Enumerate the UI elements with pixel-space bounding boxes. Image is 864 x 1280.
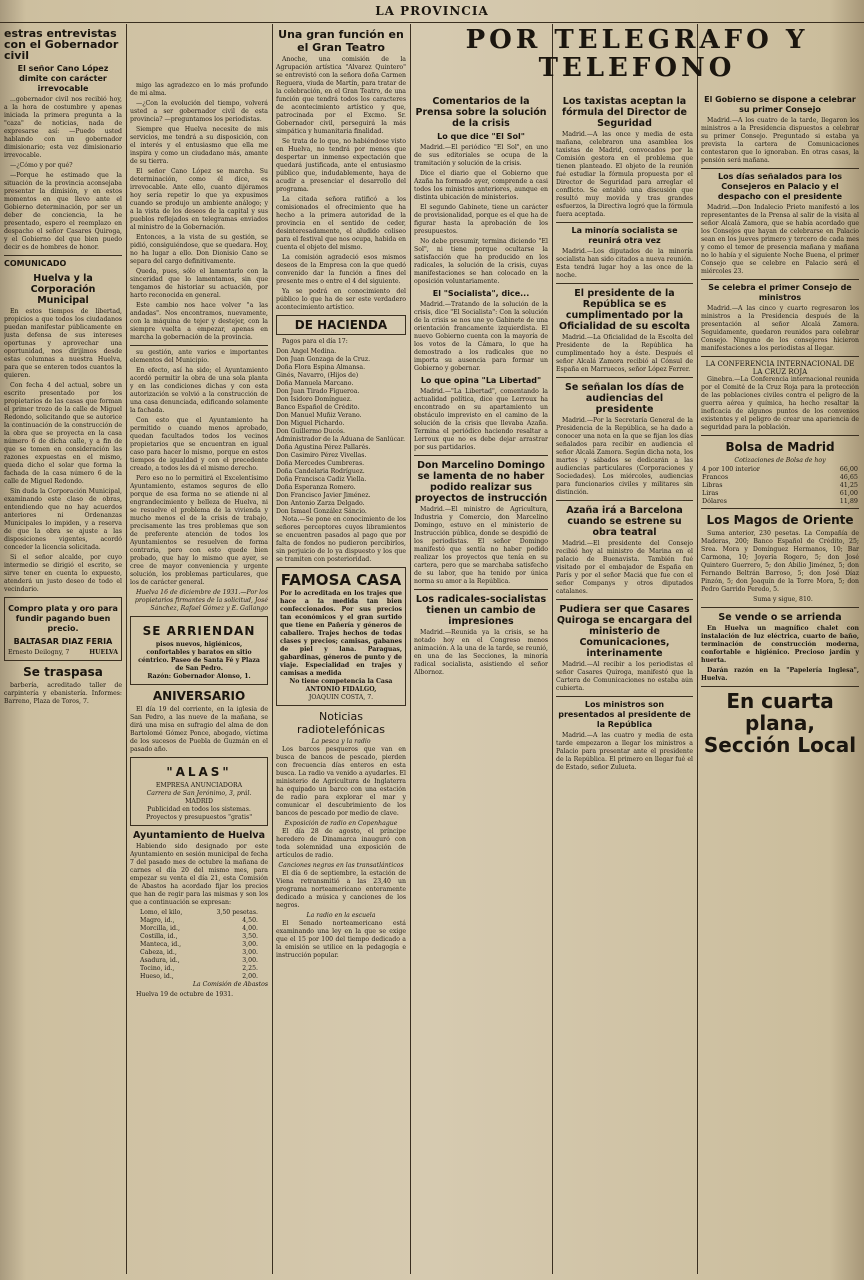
price-item: Cabeza, id., [140, 949, 177, 956]
hacienda-list-item: Doña Flora Espina Almansa. [276, 364, 366, 371]
price-item: Tocino, id., [140, 965, 175, 972]
paragraph: Madrid.—Los diputados de la minoría socialista han sido citados a nueva reunión. Esta tendrá lugar hoy a las once de la noche. [556, 248, 693, 279]
hacienda-list-item: Don Juan Gonzaga de la Cruz. [276, 356, 371, 363]
aniversario-body: El día 19 del corriente, en la iglesia de San Pedro, a las nueve de la mañana, se dirá una misa en sufragio del alma de don Bartolomé Gómez Ponce, abogado, víctima de los sucesos de Puebla de Guzmán en el pasado año. [130, 706, 268, 753]
ad-famosa-body: Por lo acreditada en los trajes que hace a la medida tan bien confeccionados. Por sus precios tan económicos y el gran surtido que tiene en Pañería y géneros de caballero. Trajes hechos de todas clases y precios; camisas, gabanes de piel y lana. Paraguas, gabardinas, géneros de punto y de viaje. Especialidad en trajes y camisas a medida [280, 590, 402, 677]
price-item: Hueso, id., [140, 973, 174, 980]
ad-compro-plata [4, 597, 122, 661]
paragraph: Madrid.—Don Indalecio Prieto manifestó a los representantes de la Prensa al salir de la visita al señor Alcalá Zamora, que se había acordado que los Consejos que hayan de celebrarse en Palacio sean en los jueves primero y tercero de cada mes y como el temor de presencia mañana y mañana no lo había y el siguiente Noche Buena, el primer Consejo que se celebre en Palacio será el miércoles 23. [701, 204, 859, 275]
magos-title: Los Magos de Oriente [706, 513, 854, 527]
radio-subhead: Exposición de radio en Copenhague [284, 820, 398, 827]
price-value: 4,50. [242, 917, 258, 924]
paragraph: Madrid.—Tratando de la solución de la crisis, dice "El Socialista": Con la solución de la crisis se nos une yo Gabinete de una orientación francamente izquierdista. El nuevo Gobierno cuenta con la mayoría de los votos de la Cámara, lo que ha demostrado a los radicales que no importa su ausencia para formar un Gobierno y gobernar. [414, 301, 548, 372]
headline-audiencias: Se señalan los días de audiencias del presidente [564, 382, 685, 415]
headline-dias-consejeros: Los días señalados para los Consejeros en Palacio y el despacho con el presidente [717, 172, 843, 201]
hacienda-list-item: Don Guillermo Ducós. [276, 428, 345, 435]
headline-celebra-consejo: Se celebra el primer Consejo de ministros [708, 283, 852, 302]
paragraph: En efecto, así ha sido; el Ayuntamiento acordó permitir la obra de una sola planta y en las condiciones dichas y con esta autorización se volvió a la construcción de una casa denunciada, edificando solamente la fachada. [130, 367, 268, 414]
column-divider [552, 24, 553, 1274]
divider [556, 599, 693, 600]
ayuntamiento-body: Habiendo sido designado por este Ayuntamiento en sesión municipal de fecha 7 del pasado mes de octubre la mañana de carnes el día 20 del mismo mes, para empezar su venta el día 21, esta Comisión de Abastos ha acordado fijar los precios que han de regir para las mismas y son los que a continuación se expresan: [130, 843, 268, 906]
ad-alas-address: Carrera de San Jerónimo, 3, prál. [146, 790, 252, 797]
headline-casares-quiroga: Pudiera ser que Casares Quiroga se encargara del ministerio de Comunicaciones, interinamente [556, 604, 693, 659]
price-value: 3,00. [242, 949, 258, 956]
paragraph: El señor Cano López se marcha. Su determinación, como él dice, es irrevocable. Ante ello, cuanto dijéramos hoy sería repetir lo que ya expusimos cuando se produjo un ambiente análogo; y a la vista de los deseos de la capital y sus pueblos reflejados en telegramas enviados al ministro de la Gobernación. [130, 168, 268, 231]
column-divider [410, 24, 411, 1274]
paragraph: Siempre que Huelva necesite de mis servicios, me tendrá a su disposición, con el interés y el entusiasmo que ella me inspira y como un ciudadano más, amante de su tierra. [130, 126, 268, 165]
ad-line: Compro plata y oro para fundir pagando buen precio. [8, 604, 118, 633]
price-row [130, 973, 268, 981]
bolsa-label: Libras [702, 481, 723, 489]
divider [4, 255, 122, 256]
headline-gran-funcion: Una gran función en el Gran Teatro [278, 28, 404, 54]
ad-alas-line: Proyectos y presupuestos "gratis" [145, 814, 253, 821]
radio-title: Noticias radiotelefónicas [296, 710, 386, 736]
divider [414, 589, 548, 590]
paragraph: Con esto que el Ayuntamiento ha permitido o cuando menos aprobado, quedan facultados todos los vecinos propietarios que se encuentran en igual caso para hacer lo mismo, porque en estos tiempos de igualdad y con el precedente creado, a todos les dá el mismo derecho. [130, 417, 268, 472]
paragraph: ...gobernador civil nos recibió hoy, a la hora de costumbre y apenas iniciada la primera pregunta a la "caza" de noticias, nada de expresarse así: —Puedo usted hablando con un gobernador dimisionario; esta vez dimisionario irrevocable. [4, 96, 122, 159]
ayuntamiento-date: Huelva 19 de octubre de 1931. [136, 991, 234, 998]
ad-alas-city: MADRID [185, 798, 213, 805]
divider [701, 607, 859, 608]
paragraph: Si el señor alcalde, por cuyo intermedio se dirigió el escrito, se sirve tener en cuenta lo expuesto, atenderá un justo deseo de todo el vecindario. [4, 554, 122, 593]
paragraph: El día 28 de agosto, el príncipe heredero de Dinamarca inauguró con toda solemnidad una exposición de artículos de radio. [276, 828, 406, 859]
hacienda-intro: Pagos para el día 17: [282, 338, 348, 345]
paragraph: Madrid.—Por la Secretaría General de la Presidencia de la República, se ha dado a conocer una nota en la que se fijan los días señalados para recibir en audiencia el señor Alcalá Zamora. Según dicha nota, los martes y sábados se dedicarán a las audiencias particulares (Corporaciones y Sociedades). Los miércoles, audiencias para funcionarios civiles y militares sin distinción. [556, 417, 693, 496]
paragraph: Los barcos pesqueros que van en busca de bancos de pescado, pierden con frecuencia días enteros en esta busca. La radio va venido a ayudarles. El ministerio de Agricultura de Inglaterra ha equipado un barco con una estación de radio para explorar el mar y comunicar el descubrimiento de los bancos de pescado por medio de clave. [276, 746, 406, 817]
headline-comentarios: Comentarios de la Prensa sobre la solución de la crisis [415, 96, 547, 129]
paragraph: El Senado norteamericano está examinando una ley en la que se exige que el 15 por 100 del tiempo dedicado a la emisión se utilice en la pedagogía e instrucción popular. [276, 920, 406, 959]
masthead: LA PROVINCIA [0, 0, 864, 23]
ad-alas [130, 757, 268, 826]
bolsa-label: 4 por 100 interior [702, 465, 760, 473]
hacienda-list-item: Don Casimiro Pérez Vivellas. [276, 452, 367, 459]
headline-primer-consejo: El Gobierno se dispone a celebrar su primer Consejo [704, 95, 856, 114]
ad-arriendan-contact: Razón: Gobernador Alonso, 1. [147, 673, 251, 680]
column-6 [701, 92, 859, 1276]
paragraph: Madrid.—El presidente del Consejo recibió hoy al ministro de Marina en el palacio de Buenavista. También fué visitado por el embajador de España en París y por el señor Maciá que fue con el señor Companys y otros diputados catalanes. [556, 540, 693, 595]
paragraph: Dice el diario que el Gobierno que Azaña ha formado ayer, comprende a casi todos los ministros anteriores, aunque en distinta ubicación de ministerios. [414, 170, 548, 201]
price-row [130, 957, 268, 965]
paragraph: Ya se podrá en conocimiento del público lo que ha de ser este verdadero acontecimiento artístico. [276, 288, 406, 311]
ad-alas-sub: EMPRESA ANUNCIADORA [155, 782, 243, 789]
column-divider [272, 24, 273, 1274]
paragraph: Madrid.—A las cuatro y media de esta tarde empezaron a llegar los ministros a Palacio para presentar ante el presidente de la República. El primero en llegar fué el de Estado, señor Zulueta. [556, 732, 693, 771]
price-row [130, 949, 268, 957]
hacienda-list-item: Ginés, Navarro, (Hijos de) [276, 372, 359, 379]
paragraph: La comisión agradeció esos mismos deseos de la Empresa con la que quedó convenido dar la función a fines del presente mes o entre el 4 del siguiente. [276, 254, 406, 285]
hacienda-nota: Nota.—Se pone en conocimiento de los señores perceptores cuyos libramientos se encuentren pasados al pago que por falta de fondos no pudieron percibirlos, sin perjuicio de lo ya dispuesto y los que se tramiten con posterioridad. [276, 516, 406, 563]
ad-famosa-casa [276, 567, 406, 706]
radio-subhead: Canciones negras en las transatlánticos [278, 862, 404, 869]
ad-traspasa-title: Se traspasa [23, 665, 103, 679]
divider [556, 222, 693, 223]
bolsa-row [701, 489, 859, 497]
paragraph: Queda, pues, sólo el lamentarlo con la sinceridad que lo lamentamos, sin que tengamos de historiar su actuación, por harto reconocida en general. [130, 268, 268, 299]
divider [556, 377, 693, 378]
bolsa-row [701, 473, 859, 481]
headline-presidente-escolta: El presidente de la República se es cumplimentado por la Oficialidad de su escolta [559, 288, 690, 332]
price-value: 4,00. [242, 925, 258, 932]
hacienda-list-item: Don Angel Medina. [276, 348, 337, 355]
price-row [130, 925, 268, 933]
paragraph: su gestión, ante varios e importantes elementos del Municipio. [130, 349, 268, 364]
hacienda-list-item: Doña Agustina Pérez Pallarés. [276, 444, 371, 451]
vende-body: En Huelva un magnífico chalet con instalación de luz eléctrica, cuarto de baño, terminación de construcción moderna, confortable e higiénico. Precioso jardín y huerta. [701, 625, 859, 664]
price-list [130, 909, 268, 981]
paragraph: —¿Cómo y por qué? [10, 162, 73, 169]
bolsa-row [701, 465, 859, 473]
column-3 [276, 24, 406, 1276]
column-1 [4, 24, 122, 1276]
ad-address: Ernesto Deilogny, 7 [8, 649, 70, 656]
hacienda-list-item: Doña Mercedes Cumbreras. [276, 460, 365, 467]
price-item: Asadura, id., [140, 957, 180, 964]
signature: Huelva 16 de diciembre de 1931.—Por los propietarios firmantes de la solicitud, José Sánchez, Rafael Gómez y E. Gallango [134, 589, 268, 612]
ad-arriendan-title: SE ARRIENDAN [142, 624, 256, 638]
paragraph: Madrid.—El ministro de Agricultura, Industria y Comercio, don Marcelino Domingo, estuvo en el ministerio de Instrucción pública, donde se despidió de los periodistas. El señor Domingo manifestó que sentía no haber podido realizar los proyectos que tenía en su cartera, pero que se marchaba satisfecho de su labor, que ha tenido por única norma su amor a la República. [414, 506, 548, 585]
column-2 [130, 24, 268, 1276]
ayuntamiento-title: Ayuntamiento de Huelva [133, 830, 265, 841]
paragraph: Madrid.—A los cuatro de la tarde, llegaron los ministros a la Presidencia dispuestos a celebrar su primer Consejo. Preguntado si estaba ya prevista la cartera de Comunicaciones contestaron que lo ignoraban. En otras casas, la pensión será mañana. [701, 117, 859, 164]
ad-alas-title: "ALAS" [166, 765, 232, 779]
paragraph: En estos tiempos de libertad, propicios a que todos los ciudadanos puedan manifestar públicamente en justa defensa de sus intereses oportunas y aprovechar una oportunidad, nos dirijimos desde estas columnas a nuestra Huelva, para que se enteren todos cuantos la quieren. [4, 308, 122, 379]
paragraph: Sin duda la Corporación Municipal, examinando este claso de obras, entendiendo que no hay acuerdos anteriores ni Ordenanzas Municipales lo impiden, y a reserva de que la obra se ajuste a las disposiciones vigentes, acordó conceder la licencia solicitada. [4, 488, 122, 551]
paragraph: Madrid.—El periódico "El Sol", en uno de sus editoriales se ocupa de la tramitación y solución de la crisis. [414, 144, 548, 167]
paragraph: Madrid.—Al recibir a los periodistas el señor Casares Quiroga, manifestó que la Cartera de Comunicaciones no estaba aún cubierta. [556, 661, 693, 692]
subhead-el-sol: Lo que dice "El Sol" [437, 132, 525, 141]
divider [701, 168, 859, 169]
bolsa-value: 61,00 [839, 489, 858, 497]
hacienda-list-item: Doña Francisca Cadiz Viella. [276, 476, 367, 483]
subhead-libertad: Lo que opina "La Libertad" [420, 376, 542, 385]
price-row [130, 917, 268, 925]
headline-azana-barcelona: Azaña irá a Barcelona cuando se estrene su obra teatral [566, 505, 683, 538]
banner-title: POR TELEGRAFO Y TELEFONO [465, 25, 809, 83]
paragraph: Suma anterior, 230 pesetas. La Compañía de Maderas, 200; Banco Español de Crédito, 25; Srea. Mora y Domínguez Hermanos, 10; Bar Carmona, 10; Joyería Rogero, 5; don José Quintero Guerrero, 5; don Abilio Jiménez, 5; don Fernando Beltrán Barroso, 5; don José Díaz Pinzón, 5; don Joaquín de la Torre Mora, 5; don Pedro Garrido Peredo, 5. [701, 530, 859, 593]
ayuntamiento-signature: La Comisión de Abastos [192, 981, 268, 988]
bolsa-row [701, 481, 859, 489]
divider [556, 696, 693, 697]
paragraph: —Porque he estimado que la situación de la provincia aconsejaba presentar la dimisión, y en estos momentos en que llevo ante el Gobierno determinación, por ser un deber de conciencia, la he presentado, espero el reemplazo en despacho el señor Casares Quiroga, y el Gobierno del que bien puedo decir es de hombres de honor. [4, 172, 122, 251]
radio-subhead: La pesca y la radio [311, 738, 371, 745]
telegrafo-banner [414, 26, 860, 88]
hacienda-list-item: Doña Esperanza Romero. [276, 484, 356, 491]
bolsa-title: Bolsa de Madrid [725, 440, 835, 454]
hacienda-list-item: Don Antonio Zarza Delgado. [276, 500, 365, 507]
paragraph: Madrid.—La Oficialidad de la Escolta del Presidente de la República ha cumplimentado hoy a éste. Después el señor Alcalá Zamora recibió al Cónsul de España en Marruecos, señor López Ferrer. [556, 334, 693, 373]
divider [556, 500, 693, 501]
price-value: 3,00. [242, 941, 258, 948]
paragraph: Pero eso no lo permitirá el Excelentísimo Ayuntamiento, estamos seguros de ello porque de esa forma no se atiende ni al engrandecimiento y belleza de Huelva, ni se resuelve el problema de la vivienda y mucho menos el de la crisis de trabajo, precisamente las tres problemas que son de preferente atención de todos los Ayuntamientos se resuelven de forma contraria, pero con esto quede bien probado, que hay lo mismo que ayer, se cree de mayor conveniencia y urgente solución, los problemas particulares, que los de carácter general. [130, 475, 268, 586]
bolsa-row [701, 497, 859, 505]
price-item: Manteca, id., [140, 941, 182, 948]
hacienda-list-item: Don Ismael González Sáncio. [276, 508, 367, 515]
column-divider [126, 24, 127, 1274]
bolsa-value: 11,89 [839, 497, 858, 505]
hacienda-list-item: Don Juan Tirado Figueroa. [276, 388, 360, 395]
hacienda-list-item: Don Manuel Muñiz Verano. [276, 412, 362, 419]
price-row [130, 933, 268, 941]
price-value: 3,50 pesetas. [216, 909, 258, 916]
price-value: 2,25. [242, 965, 258, 972]
bolsa-value: 41,25 [839, 481, 858, 489]
paragraph: Madrid.—A las once y media de esta mañana, celebraron una asamblea los taxistas de Madrid, convocados por la Comisión gestora en el problema que tienen planteado. El objeto de la reunión fué estudiar la fórmula propuesta por el Director de Seguridad para arreglar el conflicto. Se entabló una discusión que resultó muy movida y tras grandes esfuerzos, la Directiva logró que la fórmula fuera aceptada. [556, 131, 693, 218]
headline-huelva-corporacion: Huelva y la Corporación Municipal [30, 273, 96, 306]
price-item: Costilla, id., [140, 933, 178, 940]
hacienda-list [276, 348, 406, 516]
radio-subhead: La radio en la escuela [306, 912, 376, 919]
paragraph: Se trata de lo que, no habiéndose visto en Huelva, no tendrá por menos que despertar un inmenso expectación que quedará justificada, ante el entusiasmo público que, indudablemente, haya de acudir a presenciar el desarrollo del programa. [276, 138, 406, 193]
cuarta-plana-title: En cuarta plana, Sección Local [703, 689, 857, 757]
paragraph: Ginebra.—La Conferencia internacional reunida por el Comité de la Cruz Roja para la protección de las poblaciones civiles contra el peligro de la guerra aérea y química, ha hecho resaltar la ineficacia de algunos puntos de los convenios existentes y el peligro de crear una apariencia de seguridad para la población. [701, 376, 859, 431]
bolsa-value: 46,65 [839, 473, 858, 481]
headline-entrevistas: estras entrevistas con el Gobernador civil [4, 27, 119, 62]
divider [701, 435, 859, 436]
hacienda-list-item: Administrador de la Aduana de Sanlúcar. [276, 436, 405, 443]
price-item: Morcilla, id., [140, 925, 180, 932]
paragraph: Entonces, a la vista de su gestión, se pidió, consiguiéndose, que se quedara. Hoy, no ha lugar a ello. Don Dionisio Cano se separa del cargo definitivamente. [130, 234, 268, 265]
price-row [130, 941, 268, 949]
divider [701, 279, 859, 280]
ad-famosa-note: No tiene competencia la Casa ANTONIO FIDALGO, [289, 678, 393, 693]
bolsa-value: 66,00 [839, 465, 858, 473]
headline-ministros-presentados: Los ministros son presentados al presidente de la República [558, 700, 691, 729]
bolsa-label: Francos [702, 473, 729, 481]
ad-famosa-title: FAMOSA CASA [280, 571, 402, 589]
paragraph: —¿Con la evolución del tiempo, volverá usted a ser gobernador civil de esta provincia? —preguntamos los periodistas. [130, 100, 268, 123]
headline-taxistas: Los taxistas aceptan la fórmula del Director de Seguridad [562, 96, 687, 129]
price-row [130, 965, 268, 973]
divider [556, 283, 693, 284]
column-5 [556, 92, 693, 1276]
price-item: Magro, id., [140, 917, 175, 924]
hacienda-title: DE HACIENDA [294, 318, 388, 332]
column-4 [414, 92, 548, 1276]
paragraph: migo las agradezco en lo más profundo de mi alma. [130, 82, 268, 97]
communicado-label: COMUNICADO [4, 259, 67, 268]
subhead-cano-lopez: El señor Cano López dimite con carácter irrevocable [17, 64, 109, 93]
bolsa-label: Liras [702, 489, 719, 497]
headline-cruz-roja: LA CONFERENCIA INTERNACIONAL DE LA CRUZ ROJA [705, 360, 855, 376]
vende-contact: Darán razón en la "Papelería Inglesa", Huelva. [701, 667, 859, 682]
ad-city: HUELVA [89, 649, 118, 656]
paragraph: La citada señora ratificó a los comisionados el ofrecimiento que ha hecho a la primera autoridad de la provincia en el sentido de ceder, desinteresadamente, el aludido coliseo para el festival que nos ocupa, habida en cuenta el objeto del mismo. [276, 196, 406, 251]
magos-total: Suma y sigue, 810. [753, 596, 813, 603]
ad-line: BALTASAR DIAZ FERIA [13, 637, 113, 646]
paragraph: No debe presumir, termina diciendo "El Sol", ni tiene porque ocultarse la satisfacción que ha producido en los radicales, la solución de la crisis, cuyas manifestaciones se han colocado en la oposición voluntariamente. [414, 238, 548, 285]
hacienda-list-item: Banco Español de Crédito. [276, 404, 360, 411]
paragraph: El día 6 de septiembre, la estación de Viena retransmitió a las 23,40 un programa norteamericano enteramente dedicado a música y canciones de los negros. [276, 870, 406, 909]
headline-minoria-socialista: La minoría socialista se reunirá otra vez [571, 226, 678, 245]
hacienda-list-item: Don Francisco Javier Jiménez. [276, 492, 371, 499]
vende-title: Se vende o se arrienda [718, 612, 842, 623]
price-value: 3,00. [242, 957, 258, 964]
subhead-socialista: El "Socialista", dice... [432, 289, 530, 298]
divider [414, 455, 548, 456]
column-divider [697, 24, 698, 1274]
bolsa-subtitle: Cotizaciones de Bolsa de hoy [734, 457, 826, 464]
paragraph: El segundo Gabinete, tiene un carácter de provisionalidad, porque es el que ha de figurar hasta la aprobación de los presupuestos. [414, 204, 548, 235]
price-value: 2,00. [242, 973, 258, 980]
paragraph: Anoche, una comisión de la Agrupación artística "Alvarez Quintero" se entrevistó con la señora doña Carmen Reguera, viuda de Martín, para tratar de la celebración, en el Gran Teatro, de una función que tendrá todos los caracteres de acontecimiento artístico y que, patrocinada por el Excmo. Sr. Gobernador civil, perseguirá la más simpática y humanitaria finalidad. [276, 56, 406, 135]
divider [130, 345, 268, 346]
paragraph: Este cambio nos hace volver "a las andadas". Nos encontramos, nuevamente, con la máquina de tejer y destejer, con la siempre vuelta a empezar, apenas en marcha la gobernación de la provincia. [130, 302, 268, 341]
hacienda-header [276, 315, 406, 335]
paragraph: Con fecha 4 del actual, sobre un escrito presentado por los propietarios de las casas que forman el primer trozo de la calle de Miguel Redondo, solicitando que se autorice la continuación de la construcción de la obra que se proyecta en la casa número 6 de dicha calle, y a fin de que se tomen en consideración las razones expuestas en el mismo, queda dicho el solar que forma la fachada de la casa número 6 de la calle de Miguel Redondo. [4, 382, 122, 485]
divider [701, 686, 859, 687]
ad-address-row [8, 649, 118, 657]
paragraph: Madrid.—Reunida ya la crisis, se ha notado hoy en el Congreso menos animación. A la una de la tarde, se reunió, en una de las Secciones, la minoría radical socialista, asistiendo el señor Albornoz. [414, 629, 548, 676]
ad-traspasa-body: barbería, acreditado taller de carpintería y ebanistería. Informes: Barreno, Plaza de Toros, 7. [4, 682, 122, 705]
price-item: Lomo, el kilo, [140, 909, 183, 916]
ad-alas-line: Publicidad en todos los sistemas. [147, 806, 251, 813]
ad-famosa-address: JOAQUIN COSTA, 7. [308, 694, 374, 701]
price-value: 3,50. [242, 933, 258, 940]
paragraph: Madrid.—"La Libertad", comentando la actualidad política, dice que Lerroux ha encontrado en su apartamiento un obstáculo imprevisto en el camino de la solución de la crisis que llevaba Azaña. Termina el periódico haciendo resaltar a Lerroux que no es debe dejar arrastrar por sus partidarios. [414, 388, 548, 451]
ad-arriendan [130, 616, 268, 685]
paragraph: Madrid.—A las cinco y cuarto regresaron los ministros a la Presidencia después de la presentación al señor Alcalá Zamora. Seguidamente, quedaron reunidos para celebrar Consejo. Ninguno de los consejeros hicieron manifestaciones a los periodistas al llegar. [701, 305, 859, 352]
hacienda-list-item: Don Isidoro Domínguez. [276, 396, 352, 403]
hacienda-list-item: Doña Manuela Marcano. [276, 380, 354, 387]
headline-marcelino-domingo: Don Marcelino Domingo se lamenta de no haber podido realizar sus proyectos de instrucción [414, 460, 548, 504]
price-row [130, 909, 268, 917]
divider [701, 508, 859, 509]
hacienda-list-item: Doña Candelaria Rodríguez. [276, 468, 365, 475]
bolsa-table [701, 465, 859, 505]
ad-arriendan-body: pisos nuevos, higiénicos, confortables y baratos en sitio céntrico. Paseo de Santa Fé y Plaza de San Pedro. [138, 641, 260, 672]
divider [701, 356, 859, 357]
bolsa-label: Dólares [702, 497, 727, 505]
headline-radicales-socialistas: Los radicales-socialistas tienen un cambio de impresiones [415, 594, 547, 627]
aniversario-title: ANIVERSARIO [152, 689, 246, 703]
hacienda-list-item: Don Miguel Pichardo. [276, 420, 345, 427]
